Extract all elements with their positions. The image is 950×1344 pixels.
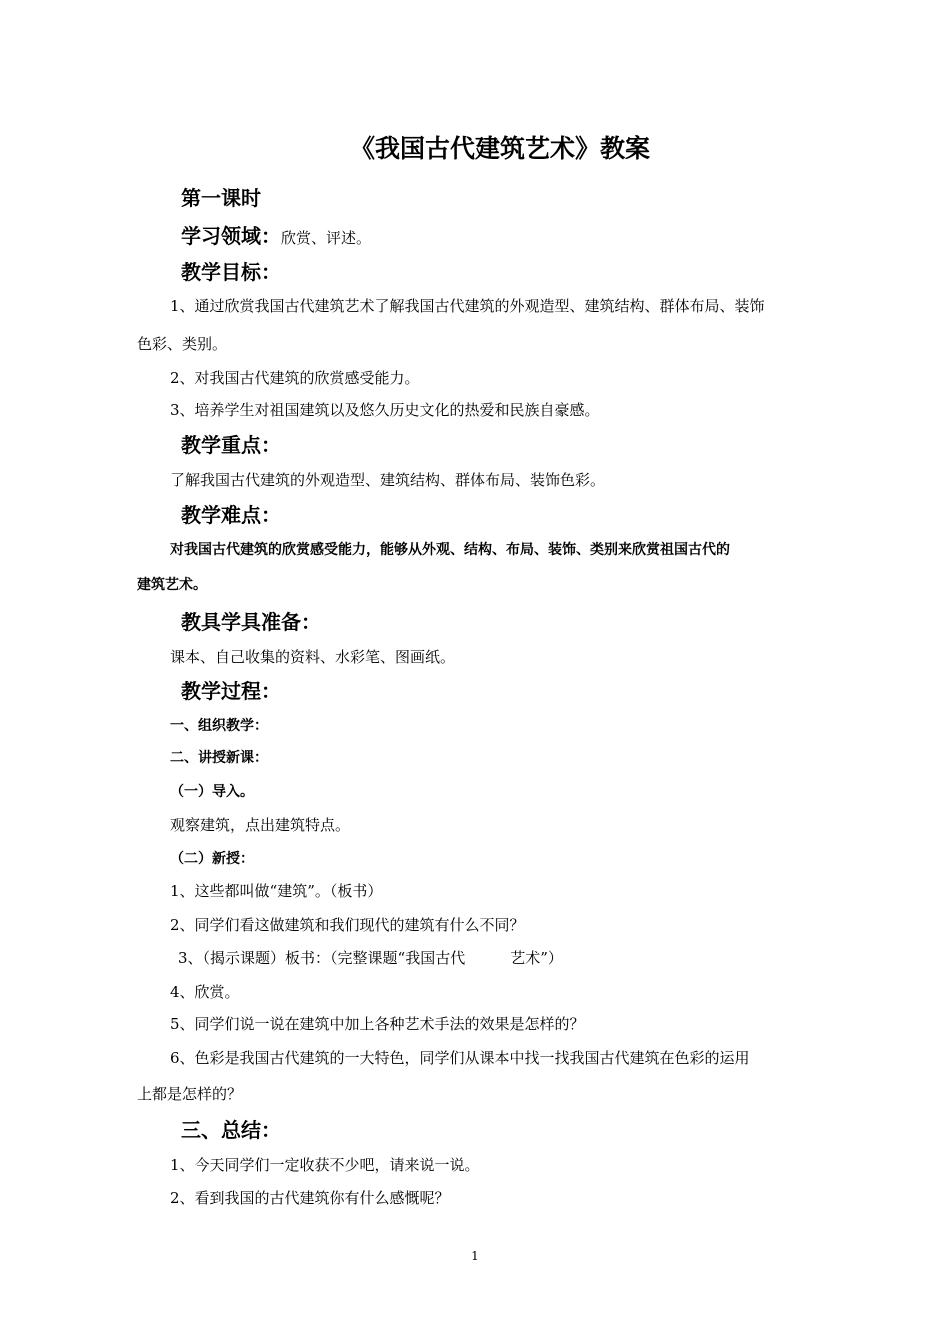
process-step: 二、讲授新课：: [170, 750, 268, 766]
page-number: 1: [471, 1249, 479, 1263]
process-item: 2、同学们看这做建筑和我们现代的建筑有什么不同？: [170, 916, 525, 934]
process-text: 观察建筑，点出建筑特点。: [170, 816, 351, 834]
lesson-heading: 第一课时: [181, 186, 261, 210]
difficult-text: 对我国古代建筑的欣赏感受能力，能够从外观、结构、布局、装饰、类别来欣赏祖国古代的: [170, 542, 730, 558]
process-substep: （二）新授：: [170, 851, 254, 867]
domain-label: 学习领域：: [181, 224, 281, 248]
summary-item: 2、看到我国的古代建筑你有什么感慨呢？: [170, 1189, 450, 1207]
tools-heading: 教具学具准备：: [181, 610, 321, 634]
goal-line: 2、对我国古代建筑的欣赏感受能力。: [170, 369, 420, 387]
goal-line: 色彩、类别。: [137, 335, 228, 353]
goal-line: 1、通过欣赏我国古代建筑艺术了解我国古代建筑的外观造型、建筑结构、群体布局、装饰: [170, 297, 765, 315]
process-heading: 教学过程：: [181, 679, 281, 703]
tools-text: 课本、自己收集的资料、水彩笔、图画纸。: [170, 648, 456, 666]
summary-item: 1、今天同学们一定收获不少吧，请来说一说。: [170, 1156, 480, 1174]
goals-heading: 教学目标：: [181, 260, 281, 284]
process-item: 上都是怎样的？: [137, 1085, 243, 1103]
process-item: 6、色彩是我国古代建筑的一大特色，同学们从课本中找一找我国古代建筑在色彩的运用: [170, 1049, 750, 1067]
process-substep: （一）导入。: [170, 784, 254, 800]
process-item: 1、这些都叫做“建筑”。（板书）: [170, 882, 383, 900]
domain-value: 欣赏、评述。: [281, 229, 372, 247]
process-item: 5、同学们说一说在建筑中加上各种艺术手法的效果是怎样的？: [170, 1015, 585, 1033]
difficult-heading: 教学难点：: [181, 503, 281, 527]
key-heading: 教学重点：: [181, 433, 281, 457]
process-item: 4、欣赏。: [170, 983, 240, 1001]
goal-line: 3、培养学生对祖国建筑以及悠久历史文化的热爱和民族自豪感。: [170, 401, 600, 419]
process-step: 一、组织教学：: [170, 718, 268, 734]
domain-line: [181, 226, 371, 246]
key-text: 了解我国古代建筑的外观造型、建筑结构、群体布局、装饰色彩。: [170, 471, 606, 489]
difficult-text: 建筑艺术。: [137, 577, 207, 593]
document-title: 《我国古代建筑艺术》教案: [349, 134, 650, 163]
summary-heading: 三、总结：: [181, 1118, 281, 1142]
process-item: 3、（揭示课题）板书：（完整课题“我国古代 艺术”）: [178, 949, 563, 967]
